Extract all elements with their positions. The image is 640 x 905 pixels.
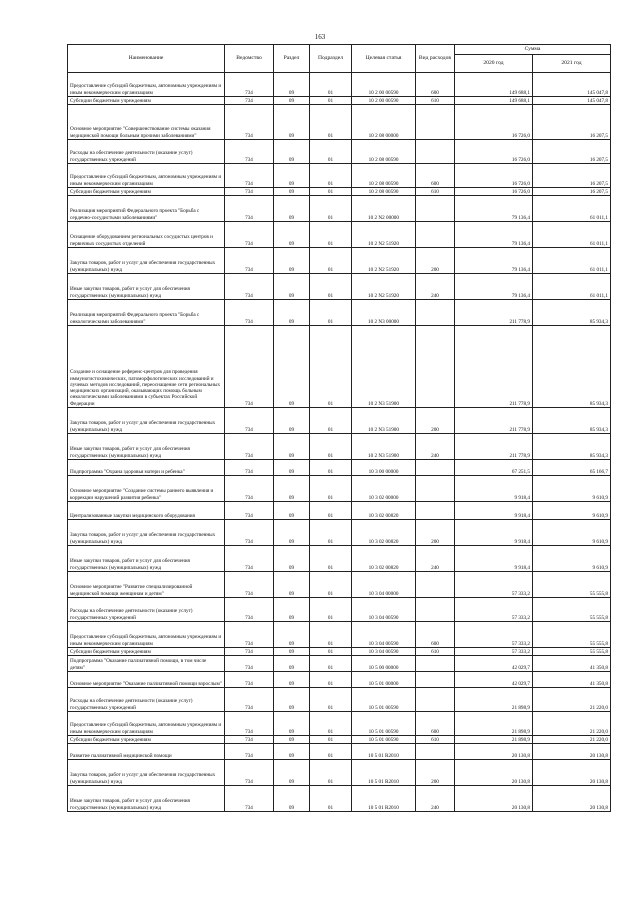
row-section: 09 [274,760,310,786]
row-section: 09 [274,672,310,688]
row-target: 10 5 01 R2010 [352,744,416,760]
row-value-2021: 20 130,8 [533,786,611,812]
row-name: Закупка товаров, работ и услуг для обеспечения государственных (муниципальных) нужд [68,248,225,274]
row-name: Основное мероприятие "Оказание паллиативной помощи взрослым" [68,672,225,688]
row-subsection: 01 [310,73,352,97]
row-exptype: 600 [416,712,455,736]
row-section: 09 [274,300,310,326]
row-dept: 734 [225,140,274,164]
row-dept: 734 [225,105,274,140]
row-dept: 734 [225,408,274,434]
row-value-2021: 20 130,8 [533,760,611,786]
row-subsection: 01 [310,434,352,460]
row-value-2020: 21 898,9 [455,688,533,712]
row-section: 09 [274,140,310,164]
table-row [68,598,611,622]
table-row [68,222,611,248]
header-year-2021: 2021 год [533,55,611,73]
row-name: Подпрограмма "Охрана здоровья матери и ребенка" [68,460,225,476]
row-dept: 734 [225,712,274,736]
row-section: 09 [274,598,310,622]
row-exptype [416,572,455,598]
row-value-2021: 41 350,8 [533,656,611,672]
table-row [68,164,611,188]
row-exptype: 200 [416,408,455,434]
row-subsection: 01 [310,598,352,622]
header-section: Раздел [274,45,310,73]
table-row [68,274,611,300]
row-dept: 734 [225,73,274,97]
row-value-2021: 61 011,1 [533,248,611,274]
row-exptype: 240 [416,434,455,460]
row-exptype: 600 [416,164,455,188]
row-exptype [416,460,455,476]
row-value-2021: 55 555,8 [533,572,611,598]
row-name: Иные закупки товаров, работ и услуг для обеспечения государственных (муниципальных) нужд [68,274,225,300]
row-subsection: 01 [310,744,352,760]
row-subsection: 01 [310,520,352,546]
row-target: 10 5 00 00000 [352,656,416,672]
row-subsection: 01 [310,502,352,520]
row-name: Оснащение оборудованием региональных сосудистых центров и первичных сосудистых отделений [68,222,225,248]
row-value-2020: 79 136,4 [455,222,533,248]
table-row [68,744,611,760]
row-section: 09 [274,656,310,672]
row-value-2021: 55 555,8 [533,598,611,622]
row-target: 10 5 01 R2010 [352,760,416,786]
row-target: 10 3 04 00590 [352,598,416,622]
row-subsection: 01 [310,222,352,248]
table-row [68,73,611,97]
row-subsection: 01 [310,97,352,105]
row-dept: 734 [225,656,274,672]
row-dept: 734 [225,326,274,408]
row-exptype: 600 [416,73,455,97]
row-value-2020: 21 898,9 [455,712,533,736]
row-subsection: 01 [310,140,352,164]
header-sum: Сумма [455,45,611,55]
row-name: Создание и оснащение референс-центров для проведения иммуногистохимических, патоморфологических исследований и лучевых методов исследований, переоснащение сети региональных медицинских организаций, оказывающих помощь больным онкологическими заболеваниями в субъектах Российской Федерации [68,326,225,408]
row-name: Предоставление субсидий бюджетным, автономным учреждениям и иным некоммерческим организациям [68,164,225,188]
table-row [68,572,611,598]
row-value-2021: 65 166,7 [533,460,611,476]
row-value-2021: 21 220,0 [533,712,611,736]
row-value-2020: 211 778,9 [455,300,533,326]
row-name: Расходы на обеспечение деятельности (оказание услуг) государственных учреждений [68,140,225,164]
row-name: Иные закупки товаров, работ и услуг для обеспечения государственных (муниципальных) нужд [68,434,225,460]
row-value-2021: 9 610,9 [533,546,611,572]
row-value-2021: 41 350,8 [533,672,611,688]
row-exptype [416,672,455,688]
row-dept: 734 [225,188,274,196]
table-row [68,300,611,326]
row-value-2021: 16 207,5 [533,188,611,196]
row-value-2021: 9 610,9 [533,502,611,520]
row-value-2020: 79 136,4 [455,196,533,222]
row-name: Предоставление субсидий бюджетным, автономным учреждениям и иным некоммерческим организациям [68,73,225,97]
row-target: 10 3 02 00000 [352,476,416,502]
row-value-2020: 9 918,4 [455,520,533,546]
row-section: 09 [274,460,310,476]
row-value-2020: 149 688,1 [455,97,533,105]
row-exptype [416,105,455,140]
row-value-2021: 16 207,5 [533,164,611,188]
table-row [68,736,611,744]
row-subsection: 01 [310,274,352,300]
row-dept: 734 [225,744,274,760]
row-value-2021: 61 011,1 [533,196,611,222]
row-exptype: 200 [416,760,455,786]
row-subsection: 01 [310,622,352,648]
row-section: 09 [274,476,310,502]
row-target: 10 3 04 00590 [352,648,416,656]
table-row [68,648,611,656]
row-section: 09 [274,648,310,656]
table-row [68,97,611,105]
row-exptype [416,502,455,520]
row-value-2021: 21 220,0 [533,688,611,712]
table-row [68,712,611,736]
row-value-2020: 9 918,4 [455,546,533,572]
row-dept: 734 [225,300,274,326]
row-target: 10 3 00 00000 [352,460,416,476]
row-name: Иные закупки товаров, работ и услуг для обеспечения государственных (муниципальных) нужд [68,546,225,572]
row-section: 09 [274,408,310,434]
row-value-2021: 85 934,3 [533,300,611,326]
row-subsection: 01 [310,248,352,274]
row-section: 09 [274,97,310,105]
row-value-2020: 67 251,5 [455,460,533,476]
row-value-2020: 9 918,4 [455,502,533,520]
row-name: Централизованные закупки медицинского оборудования [68,502,225,520]
row-section: 09 [274,274,310,300]
row-section: 09 [274,248,310,274]
row-value-2021: 16 207,5 [533,140,611,164]
row-dept: 734 [225,598,274,622]
row-dept: 734 [225,672,274,688]
row-value-2020: 42 029,7 [455,656,533,672]
row-dept: 734 [225,196,274,222]
row-target: 10 5 01 00590 [352,736,416,744]
row-section: 09 [274,326,310,408]
row-target: 10 2 N3 51900 [352,408,416,434]
row-dept: 734 [225,520,274,546]
row-exptype: 610 [416,188,455,196]
row-dept: 734 [225,648,274,656]
row-section: 09 [274,196,310,222]
row-value-2020: 20 130,8 [455,744,533,760]
table-row [68,546,611,572]
row-name: Закупка товаров, работ и услуг для обеспечения государственных (муниципальных) нужд [68,408,225,434]
row-exptype: 240 [416,274,455,300]
header-subsection: Подраздел [310,45,352,73]
table-row [68,408,611,434]
row-dept: 734 [225,546,274,572]
row-exptype: 200 [416,248,455,274]
row-target: 10 2 08 00590 [352,188,416,196]
row-exptype: 240 [416,546,455,572]
row-exptype [416,300,455,326]
row-target: 10 3 02 00820 [352,520,416,546]
row-dept: 734 [225,572,274,598]
row-value-2020: 211 778,9 [455,408,533,434]
table-row [68,434,611,460]
row-exptype [416,140,455,164]
row-subsection: 01 [310,460,352,476]
table-row [68,688,611,712]
row-name: Субсидии бюджетным учреждениям [68,97,225,105]
row-name: Предоставление субсидий бюджетным, автономным учреждениям и иным некоммерческим организациям [68,622,225,648]
row-name: Иные закупки товаров, работ и услуг для обеспечения государственных (муниципальных) нужд [68,786,225,812]
table-row [68,196,611,222]
row-dept: 734 [225,248,274,274]
row-subsection: 01 [310,736,352,744]
row-subsection: 01 [310,760,352,786]
row-value-2021: 61 011,1 [533,274,611,300]
row-exptype [416,222,455,248]
row-name: Реализация мероприятий Федерального проекта "Борьба с онкологическими заболеваниями" [68,300,225,326]
row-section: 09 [274,164,310,188]
row-subsection: 01 [310,572,352,598]
row-dept: 734 [225,274,274,300]
row-target: 10 2 N3 51900 [352,326,416,408]
row-section: 09 [274,546,310,572]
row-value-2021: 145 047,8 [533,73,611,97]
row-target: 10 3 02 00820 [352,546,416,572]
row-value-2020: 42 029,7 [455,672,533,688]
table-row [68,786,611,812]
table-row [68,760,611,786]
row-value-2021: 145 047,8 [533,97,611,105]
row-value-2021: 9 610,9 [533,520,611,546]
row-value-2020: 57 333,2 [455,572,533,598]
row-target: 10 2 N2 51920 [352,222,416,248]
table-row [68,248,611,274]
row-value-2021: 85 934,3 [533,434,611,460]
row-subsection: 01 [310,408,352,434]
row-subsection: 01 [310,326,352,408]
row-section: 09 [274,736,310,744]
table-row [68,502,611,520]
row-subsection: 01 [310,712,352,736]
row-value-2020: 16 726,0 [455,105,533,140]
row-subsection: 01 [310,672,352,688]
row-subsection: 01 [310,188,352,196]
row-section: 09 [274,188,310,196]
row-value-2020: 211 778,9 [455,326,533,408]
row-exptype [416,744,455,760]
header-name: Наименование [68,45,225,73]
table-header [68,45,611,73]
page-number: 163 [314,33,326,41]
row-name: Основное мероприятие "Развитие специализированной медицинской помощи женщинам и детям" [68,572,225,598]
row-exptype [416,476,455,502]
header-exptype: Вид расходов [416,45,455,73]
row-section: 09 [274,434,310,460]
row-value-2020: 16 726,0 [455,140,533,164]
row-target: 10 5 01 00590 [352,712,416,736]
row-exptype [416,688,455,712]
row-value-2020: 57 333,2 [455,622,533,648]
row-value-2020: 16 726,0 [455,164,533,188]
row-name: Подпрограмма "Оказание паллиативной помощи, в том числе детям" [68,656,225,672]
row-exptype: 610 [416,648,455,656]
row-dept: 734 [225,476,274,502]
header-year-2020: 2020 год [455,55,533,73]
row-exptype: 240 [416,786,455,812]
row-name: Расходы на обеспечение деятельности (оказание услуг) государственных учреждений [68,598,225,622]
row-section: 09 [274,712,310,736]
row-value-2020: 79 136,4 [455,248,533,274]
row-section: 09 [274,744,310,760]
row-subsection: 01 [310,196,352,222]
header-dept: Ведомство [225,45,274,73]
row-value-2020: 57 333,2 [455,598,533,622]
row-dept: 734 [225,222,274,248]
row-value-2021: 21 220,0 [533,736,611,744]
table-row [68,326,611,408]
row-value-2020: 211 778,9 [455,434,533,460]
row-value-2020: 79 136,4 [455,274,533,300]
table-row [68,188,611,196]
row-value-2021: 20 130,8 [533,744,611,760]
row-name: Субсидии бюджетным учреждениям [68,188,225,196]
row-dept: 734 [225,622,274,648]
row-section: 09 [274,105,310,140]
row-subsection: 01 [310,648,352,656]
row-value-2021: 9 610,9 [533,476,611,502]
row-subsection: 01 [310,476,352,502]
row-name: Закупка товаров, работ и услуг для обеспечения государственных (муниципальных) нужд [68,760,225,786]
row-section: 09 [274,688,310,712]
row-dept: 734 [225,688,274,712]
table-row [68,622,611,648]
row-section: 09 [274,572,310,598]
row-target: 10 2 N2 51920 [352,248,416,274]
row-target: 10 2 N3 00000 [352,300,416,326]
row-name: Реализация мероприятий Федерального проекта "Борьба с сердечно-сосудистыми заболеваниями" [68,196,225,222]
row-dept: 734 [225,786,274,812]
row-target: 10 2 N3 51900 [352,434,416,460]
row-exptype [416,598,455,622]
row-exptype: 600 [416,622,455,648]
row-subsection: 01 [310,688,352,712]
row-section: 09 [274,786,310,812]
row-value-2021: 55 555,8 [533,648,611,656]
row-name: Расходы на обеспечение деятельности (оказание услуг) государственных учреждений [68,688,225,712]
row-value-2021: 85 934,3 [533,326,611,408]
row-dept: 734 [225,460,274,476]
row-value-2020: 16 726,0 [455,188,533,196]
row-section: 09 [274,622,310,648]
row-section: 09 [274,73,310,97]
row-target: 10 2 08 00590 [352,164,416,188]
row-section: 09 [274,502,310,520]
row-target: 10 2 N2 00000 [352,196,416,222]
table-row [68,672,611,688]
row-name: Субсидии бюджетным учреждениям [68,648,225,656]
row-exptype: 610 [416,97,455,105]
row-target: 10 2 08 00590 [352,140,416,164]
row-value-2021: 61 011,1 [533,222,611,248]
row-subsection: 01 [310,546,352,572]
row-value-2020: 21 898,9 [455,736,533,744]
row-subsection: 01 [310,300,352,326]
table-body [68,73,611,812]
row-exptype [416,656,455,672]
row-exptype: 610 [416,736,455,744]
row-name: Развитие паллиативной медицинской помощи [68,744,225,760]
table-row [68,476,611,502]
row-value-2020: 57 333,2 [455,648,533,656]
row-target: 10 2 08 00000 [352,105,416,140]
table-row [68,140,611,164]
row-target: 10 3 04 00590 [352,622,416,648]
table-row [68,105,611,140]
budget-table [67,44,611,812]
row-subsection: 01 [310,656,352,672]
table-row [68,460,611,476]
header-target: Целевая статья [352,45,416,73]
row-value-2020: 149 688,1 [455,73,533,97]
row-name: Предоставление субсидий бюджетным, автономным учреждениям и иным некоммерческим организациям [68,712,225,736]
row-section: 09 [274,520,310,546]
row-value-2021: 55 555,8 [533,622,611,648]
row-dept: 734 [225,502,274,520]
row-subsection: 01 [310,105,352,140]
row-target: 10 3 02 00820 [352,502,416,520]
row-subsection: 01 [310,786,352,812]
table-row [68,656,611,672]
row-name: Основное мероприятие "Совершенствование системы оказания медицинской помощи больным прочими заболеваниями" [68,105,225,140]
row-value-2020: 20 130,8 [455,786,533,812]
row-value-2020: 9 918,4 [455,476,533,502]
row-name: Закупка товаров, работ и услуг для обеспечения государственных (муниципальных) нужд [68,520,225,546]
row-subsection: 01 [310,164,352,188]
row-name: Основное мероприятие "Создание системы раннего выявления и коррекции нарушений развития ребенка" [68,476,225,502]
row-dept: 734 [225,97,274,105]
row-exptype [416,326,455,408]
row-dept: 734 [225,760,274,786]
row-value-2020: 20 130,8 [455,760,533,786]
table-row [68,520,611,546]
row-exptype: 200 [416,520,455,546]
row-target: 10 2 N2 51920 [352,274,416,300]
row-target: 10 5 01 00590 [352,688,416,712]
row-target: 10 2 00 00590 [352,97,416,105]
row-dept: 734 [225,736,274,744]
row-section: 09 [274,222,310,248]
row-value-2021: 16 207,5 [533,105,611,140]
row-target: 10 5 01 R2010 [352,786,416,812]
row-target: 10 5 01 00000 [352,672,416,688]
row-name: Субсидии бюджетным учреждениям [68,736,225,744]
row-target: 10 2 00 00590 [352,73,416,97]
row-value-2021: 85 934,3 [533,408,611,434]
row-dept: 734 [225,164,274,188]
row-target: 10 3 04 00000 [352,572,416,598]
row-exptype [416,196,455,222]
row-dept: 734 [225,434,274,460]
